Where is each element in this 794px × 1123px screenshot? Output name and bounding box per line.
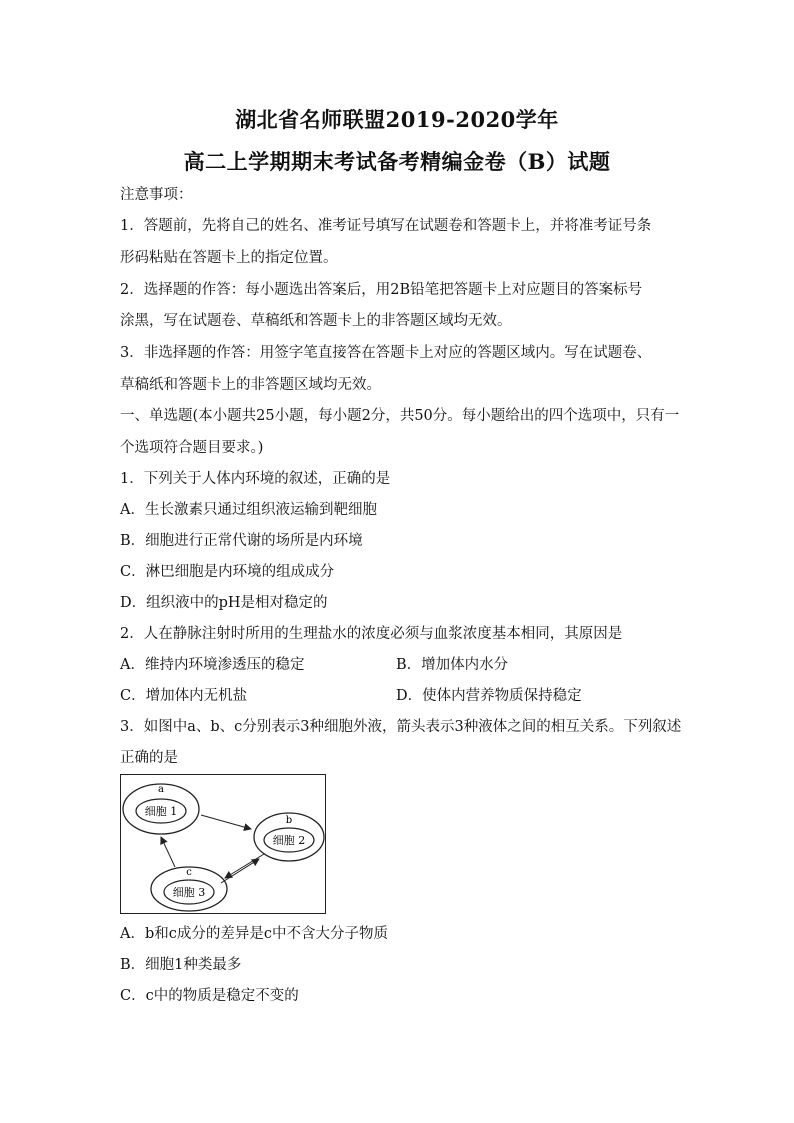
q1-option-b: B．细胞进行正常代谢的场所是内环境 <box>120 533 363 549</box>
q3-stem-line2: 正确的是 <box>120 750 178 766</box>
q2-option-b: B．增加体内水分 <box>396 657 509 673</box>
q1-option-a: A．生长激素只通过组织液运输到靶细胞 <box>120 502 377 518</box>
notice-item2-line1: 2．选择题的作答：每小题选出答案后，用2B铅笔把答题卡上对应题目的答案标号 <box>120 282 643 298</box>
q3-stem-line1: 3．如图中a、b、c分别表示3种细胞外液，箭头表示3种液体之间的相互关系。下列叙述 <box>120 719 682 735</box>
exam-title-line1: 湖北省名师联盟2019-2020学年 <box>235 107 559 132</box>
section-heading-line1: 一、单选题(本小题共25小题，每小题2分，共50分。每小题给出的四个选项中，只有一 <box>120 408 680 424</box>
notice-item1-line2: 形码粘贴在答题卡上的指定位置。 <box>120 250 338 266</box>
q3-option-b: B．细胞1种类最多 <box>120 957 242 973</box>
q3-diagram <box>120 774 326 914</box>
label-a: a <box>158 784 164 795</box>
cell-1-label: 细胞 1 <box>144 805 178 818</box>
notice-item1-line1: 1．答题前，先将自己的姓名、准考证号填写在试题卷和答题卡上，并将准考证号条 <box>120 218 652 234</box>
notice-item3-line2: 草稿纸和答题卡上的非答题区域均无效。 <box>120 377 381 393</box>
q1-stem: 1．下列关于人体内环境的叙述，正确的是 <box>120 471 391 487</box>
arrow-c-to-b <box>221 859 259 883</box>
arrow-a-to-b <box>201 815 251 829</box>
q2-option-d: D．使体内营养物质保持稳定 <box>396 688 582 704</box>
notice-item2-line2: 涂黑，写在试题卷、草稿纸和答题卡上的非答题区域均无效。 <box>120 313 512 329</box>
q1-option-c: C．淋巴细胞是内环境的组成成分 <box>120 564 335 580</box>
q1-option-d: D．组织液中的pH是相对稳定的 <box>120 595 328 611</box>
label-c: c <box>186 867 192 878</box>
q3-diagram-svg <box>121 775 325 913</box>
section-heading-line2: 个选项符合题目要求。) <box>120 440 264 456</box>
cell-2-label: 细胞 2 <box>272 834 306 847</box>
notice-item3-line1: 3．非选择题的作答：用签字笔直接答在答题卡上对应的答题区域内。写在试题卷、 <box>120 345 652 361</box>
arrow-b-to-c <box>225 854 264 878</box>
q2-option-a: A．维持内环境渗透压的稳定 <box>120 657 305 673</box>
q2-stem: 2．人在静脉注射时所用的生理盐水的浓度必须与血浆浓度基本相同，其原因是 <box>120 626 623 642</box>
q2-option-c: C．增加体内无机盐 <box>120 688 248 704</box>
arrow-c-to-a <box>161 837 175 867</box>
q3-option-c: C．c中的物质是稳定不变的 <box>120 988 299 1004</box>
q3-option-a: A．b和c成分的差异是c中不含大分子物质 <box>120 926 388 942</box>
exam-title-line2: 高二上学期期末考试备考精编金卷（B）试题 <box>183 149 611 174</box>
notice-heading: 注意事项： <box>120 187 193 203</box>
cell-3-label: 细胞 3 <box>172 886 206 899</box>
label-b: b <box>285 815 293 826</box>
